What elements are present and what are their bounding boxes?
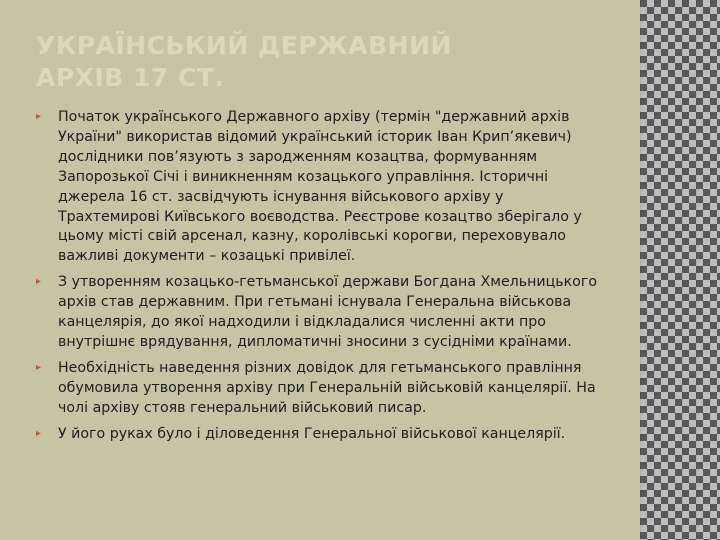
slide-title-line-2: АРХІВ 17 СТ. bbox=[36, 63, 225, 92]
bullet-text: Початок українського Державного архіву (термін "державний архів України" використав відомий український історик Іван Крип’якевич) дослідники пов’язують з зародженням козацтва, формуванням Запорозької Січі і виникненням козацького управління. Історичні джерела 16 ст. засвідчують існування військового архіву у Трахтемирові Київського воєводства. Реєстрове козацтво зберігало у цьому місті свій арсенал, казну, королівські корогви, переховувало важливі документи – козацькі привілеї. bbox=[58, 109, 582, 265]
bullet-item bbox=[36, 425, 606, 445]
bullet-item bbox=[36, 273, 606, 353]
triangle-bullet-icon: ▸ bbox=[36, 361, 42, 373]
slide-title bbox=[36, 30, 556, 94]
slide-title-line-1: УКРАЇНСЬКИЙ ДЕРЖАВНИЙ bbox=[36, 31, 452, 60]
bullet-item bbox=[36, 108, 606, 267]
triangle-bullet-icon: ▸ bbox=[36, 111, 42, 122]
bullet-text: З утворенням козацько-гетьманської держави Богдана Хмельницького архів став державним. При гетьмані існувала Генеральна військова канцелярія, до якої надходили і відкладалися численні акти про внутрішнє врядування, дипломатичні зносини з сусідніми країнами. bbox=[58, 274, 598, 350]
bullet-text: Необхідність наведення різних довідок для гетьманського правління обумовила утворення архіву при Генеральній військовій канцелярії. На чолі архіву стояв генеральний військовий писар. bbox=[58, 359, 596, 416]
triangle-bullet-icon: ▸ bbox=[36, 276, 42, 288]
bullet-list bbox=[36, 108, 606, 451]
decorative-pattern-strip bbox=[640, 0, 720, 540]
bullet-text: У його руках було і діловедення Генеральної військової канцелярії. bbox=[58, 425, 566, 442]
bullet-item bbox=[36, 359, 606, 419]
triangle-bullet-icon: ▸ bbox=[36, 427, 42, 439]
